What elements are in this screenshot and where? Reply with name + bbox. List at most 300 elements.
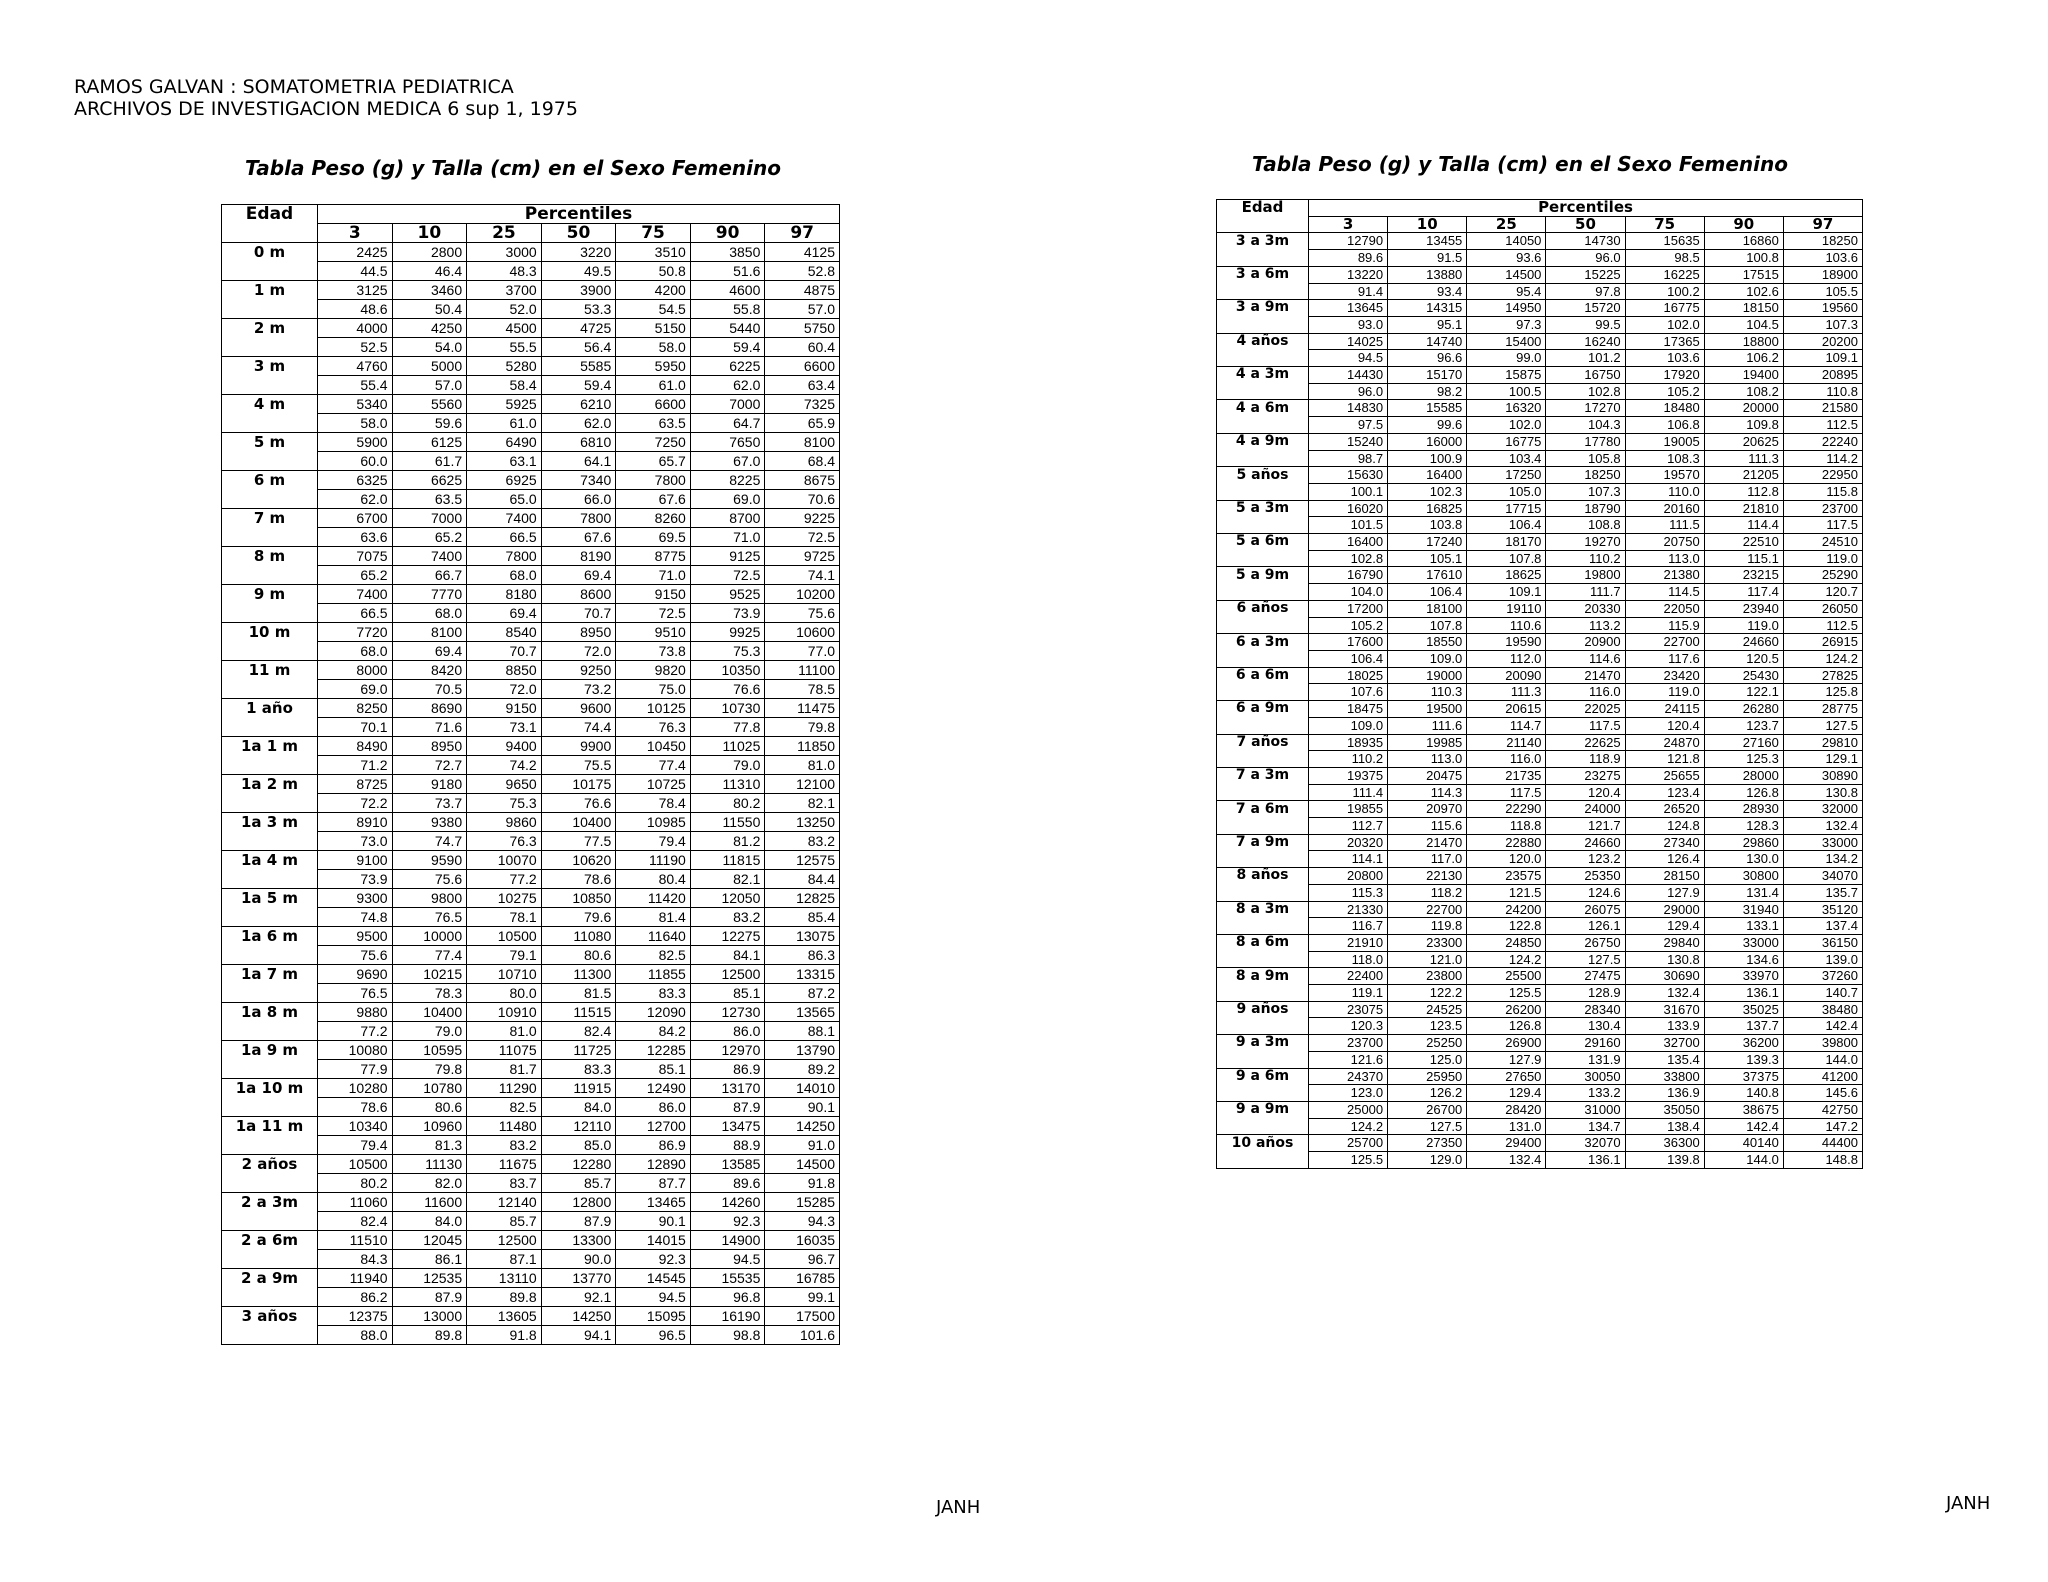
weight-cell: 8100 — [392, 623, 467, 642]
weight-cell: 14500 — [765, 1155, 840, 1174]
weight-cell: 3000 — [467, 243, 542, 262]
height-cell: 109.8 — [1704, 417, 1783, 434]
height-cell: 100.2 — [1625, 283, 1704, 300]
weight-cell: 15400 — [1467, 333, 1546, 350]
height-cell: 120.0 — [1467, 851, 1546, 868]
height-cell: 114.4 — [1704, 517, 1783, 534]
left-footer-initials: JANH — [936, 1497, 981, 1518]
weight-cell: 12275 — [690, 927, 765, 946]
age-label: 2 a 3m — [222, 1193, 318, 1212]
weight-cell: 21380 — [1625, 567, 1704, 584]
weight-cell: 4725 — [541, 319, 616, 338]
height-cell: 62.0 — [541, 414, 616, 433]
height-cell: 93.0 — [1309, 316, 1388, 333]
height-row — [222, 642, 840, 661]
weight-cell: 14740 — [1388, 333, 1467, 350]
weight-cell: 7720 — [318, 623, 393, 642]
height-cell: 86.9 — [690, 1060, 765, 1079]
percentile-25: 25 — [467, 224, 542, 243]
weight-cell: 9500 — [318, 927, 393, 946]
height-cell: 79.0 — [392, 1022, 467, 1041]
weight-cell: 16190 — [690, 1307, 765, 1326]
weight-row — [1217, 266, 1863, 283]
age-label: 5 a 6m — [1217, 534, 1309, 551]
height-cell: 77.8 — [690, 718, 765, 737]
height-cell: 121.6 — [1309, 1051, 1388, 1068]
weight-cell: 29810 — [1783, 734, 1862, 751]
weight-row — [1217, 1035, 1863, 1052]
height-cell: 85.7 — [541, 1174, 616, 1193]
height-cell: 133.1 — [1704, 918, 1783, 935]
weight-cell: 17200 — [1309, 600, 1388, 617]
weight-cell: 10000 — [392, 927, 467, 946]
weight-cell: 11855 — [616, 965, 691, 984]
height-cell: 89.8 — [467, 1288, 542, 1307]
height-cell: 46.4 — [392, 262, 467, 281]
weight-cell: 14250 — [541, 1307, 616, 1326]
weight-cell: 12800 — [541, 1193, 616, 1212]
weight-cell: 13475 — [690, 1117, 765, 1136]
weight-cell: 4000 — [318, 319, 393, 338]
age-spacer — [1217, 450, 1309, 467]
age-spacer — [222, 452, 318, 471]
age-spacer — [1217, 818, 1309, 835]
weight-cell: 18625 — [1467, 567, 1546, 584]
weight-cell: 16000 — [1388, 433, 1467, 450]
height-cell: 125.5 — [1467, 985, 1546, 1002]
weight-cell: 8490 — [318, 737, 393, 756]
weight-cell: 30050 — [1546, 1068, 1625, 1085]
height-cell: 86.9 — [616, 1136, 691, 1155]
height-cell: 84.0 — [541, 1098, 616, 1117]
weight-row — [222, 471, 840, 490]
age-spacer — [1217, 751, 1309, 768]
height-row — [222, 718, 840, 737]
weight-cell: 29000 — [1625, 901, 1704, 918]
weight-cell: 13455 — [1388, 233, 1467, 250]
height-cell: 94.3 — [765, 1212, 840, 1231]
weight-row — [222, 965, 840, 984]
height-cell: 139.8 — [1625, 1152, 1704, 1169]
height-cell: 76.3 — [616, 718, 691, 737]
weight-cell: 10200 — [765, 585, 840, 604]
age-spacer — [1217, 617, 1309, 634]
height-cell: 73.8 — [616, 642, 691, 661]
height-cell: 126.2 — [1388, 1085, 1467, 1102]
weight-cell: 8000 — [318, 661, 393, 680]
age-label: 2 a 9m — [222, 1269, 318, 1288]
height-row — [222, 338, 840, 357]
height-cell: 107.3 — [1546, 483, 1625, 500]
height-cell: 109.0 — [1388, 650, 1467, 667]
age-label: 7 años — [1217, 734, 1309, 751]
height-row — [222, 528, 840, 547]
weight-cell: 10595 — [392, 1041, 467, 1060]
height-cell: 81.0 — [765, 756, 840, 775]
height-cell: 105.2 — [1309, 617, 1388, 634]
weight-cell: 11075 — [467, 1041, 542, 1060]
height-row — [1217, 383, 1863, 400]
height-row — [222, 1288, 840, 1307]
percentiles-header: Percentiles — [318, 205, 840, 224]
age-label: 1a 2 m — [222, 775, 318, 794]
weight-cell: 35050 — [1625, 1101, 1704, 1118]
weight-row — [1217, 1068, 1863, 1085]
height-cell: 135.7 — [1783, 884, 1862, 901]
height-cell: 96.5 — [616, 1326, 691, 1345]
weight-cell: 5000 — [392, 357, 467, 376]
height-cell: 69.4 — [541, 566, 616, 585]
height-cell: 135.4 — [1625, 1051, 1704, 1068]
age-spacer — [1217, 918, 1309, 935]
height-cell: 105.0 — [1467, 483, 1546, 500]
weight-row — [222, 1155, 840, 1174]
height-cell: 147.2 — [1783, 1118, 1862, 1135]
weight-cell: 33000 — [1704, 934, 1783, 951]
right-table-title: Tabla Peso (g) y Talla (cm) en el Sexo Femenino — [1252, 152, 1788, 176]
height-row — [222, 376, 840, 395]
height-cell: 103.4 — [1467, 450, 1546, 467]
height-row — [1217, 985, 1863, 1002]
weight-cell: 18025 — [1309, 667, 1388, 684]
height-cell: 86.0 — [616, 1098, 691, 1117]
age-spacer — [222, 490, 318, 509]
weight-cell: 4500 — [467, 319, 542, 338]
weight-row — [222, 509, 840, 528]
height-cell: 82.0 — [392, 1174, 467, 1193]
age-label: 8 a 3m — [1217, 901, 1309, 918]
weight-cell: 11515 — [541, 1003, 616, 1022]
age-spacer — [222, 1136, 318, 1155]
weight-cell: 14010 — [765, 1079, 840, 1098]
weight-cell: 14025 — [1309, 333, 1388, 350]
age-spacer — [1217, 350, 1309, 367]
weight-cell: 9300 — [318, 889, 393, 908]
weight-cell: 41200 — [1783, 1068, 1862, 1085]
height-cell: 57.0 — [765, 300, 840, 319]
height-cell: 82.5 — [616, 946, 691, 965]
weight-cell: 5340 — [318, 395, 393, 414]
height-cell: 126.8 — [1704, 784, 1783, 801]
height-cell: 70.7 — [541, 604, 616, 623]
height-row — [1217, 417, 1863, 434]
weight-cell: 10350 — [690, 661, 765, 680]
weight-cell: 12280 — [541, 1155, 616, 1174]
weight-cell: 12490 — [616, 1079, 691, 1098]
height-row — [222, 490, 840, 509]
age-spacer — [222, 414, 318, 433]
height-cell: 96.7 — [765, 1250, 840, 1269]
height-cell: 114.3 — [1388, 784, 1467, 801]
age-label: 6 m — [222, 471, 318, 490]
weight-cell: 6125 — [392, 433, 467, 452]
height-cell: 99.6 — [1388, 417, 1467, 434]
height-cell: 76.6 — [541, 794, 616, 813]
weight-cell: 28420 — [1467, 1101, 1546, 1118]
height-cell: 116.0 — [1546, 684, 1625, 701]
weight-cell: 6600 — [765, 357, 840, 376]
weight-cell: 21735 — [1467, 767, 1546, 784]
height-cell: 92.1 — [541, 1288, 616, 1307]
weight-cell: 18250 — [1783, 233, 1862, 250]
height-cell: 111.3 — [1467, 684, 1546, 701]
height-cell: 120.4 — [1625, 717, 1704, 734]
weight-cell: 14315 — [1388, 300, 1467, 317]
weight-cell: 23275 — [1546, 767, 1625, 784]
age-spacer — [1217, 784, 1309, 801]
weight-row — [1217, 801, 1863, 818]
weight-cell: 22880 — [1467, 834, 1546, 851]
left-table-title: Tabla Peso (g) y Talla (cm) en el Sexo Femenino — [245, 156, 781, 180]
weight-row — [1217, 600, 1863, 617]
height-row — [222, 604, 840, 623]
age-label: 2 años — [222, 1155, 318, 1174]
weight-cell: 8950 — [392, 737, 467, 756]
height-cell: 125.0 — [1388, 1051, 1467, 1068]
weight-cell: 15585 — [1388, 400, 1467, 417]
height-cell: 117.6 — [1625, 650, 1704, 667]
height-cell: 106.8 — [1625, 417, 1704, 434]
weight-cell: 7340 — [541, 471, 616, 490]
weight-cell: 13645 — [1309, 300, 1388, 317]
height-cell: 94.5 — [616, 1288, 691, 1307]
height-cell: 129.4 — [1625, 918, 1704, 935]
weight-cell: 25290 — [1783, 567, 1862, 584]
weight-cell: 15720 — [1546, 300, 1625, 317]
weight-cell: 23700 — [1309, 1035, 1388, 1052]
height-cell: 78.3 — [392, 984, 467, 1003]
height-cell: 110.8 — [1783, 383, 1862, 400]
weight-cell: 10780 — [392, 1079, 467, 1098]
weight-cell: 19500 — [1388, 701, 1467, 718]
height-cell: 111.6 — [1388, 717, 1467, 734]
left-percentile-table — [221, 204, 840, 1345]
height-cell: 104.5 — [1704, 316, 1783, 333]
weight-cell: 19000 — [1388, 667, 1467, 684]
height-cell: 100.5 — [1467, 383, 1546, 400]
weight-cell: 8190 — [541, 547, 616, 566]
weight-cell: 16785 — [765, 1269, 840, 1288]
height-cell: 85.1 — [616, 1060, 691, 1079]
height-row — [222, 984, 840, 1003]
height-cell: 110.0 — [1625, 483, 1704, 500]
height-cell: 98.2 — [1388, 383, 1467, 400]
height-cell: 112.7 — [1309, 818, 1388, 835]
weight-cell: 13770 — [541, 1269, 616, 1288]
weight-cell: 21470 — [1388, 834, 1467, 851]
weight-cell: 22025 — [1546, 701, 1625, 718]
weight-cell: 4250 — [392, 319, 467, 338]
height-cell: 115.6 — [1388, 818, 1467, 835]
weight-cell: 12110 — [541, 1117, 616, 1136]
weight-cell: 13605 — [467, 1307, 542, 1326]
height-cell: 72.0 — [467, 680, 542, 699]
weight-cell: 11550 — [690, 813, 765, 832]
weight-cell: 23300 — [1388, 934, 1467, 951]
height-cell: 106.4 — [1467, 517, 1546, 534]
weight-row — [1217, 834, 1863, 851]
height-cell: 72.5 — [616, 604, 691, 623]
height-cell: 117.4 — [1704, 584, 1783, 601]
height-cell: 70.6 — [765, 490, 840, 509]
weight-cell: 13465 — [616, 1193, 691, 1212]
height-cell: 61.0 — [467, 414, 542, 433]
height-row — [222, 946, 840, 965]
height-cell: 75.6 — [392, 870, 467, 889]
height-cell: 99.0 — [1467, 350, 1546, 367]
height-cell: 65.9 — [765, 414, 840, 433]
height-cell: 121.0 — [1388, 951, 1467, 968]
height-cell: 71.2 — [318, 756, 393, 775]
height-cell: 100.1 — [1309, 483, 1388, 500]
weight-cell: 29400 — [1467, 1135, 1546, 1152]
weight-cell: 13000 — [392, 1307, 467, 1326]
weight-cell: 10910 — [467, 1003, 542, 1022]
weight-row — [1217, 934, 1863, 951]
percentile-50: 50 — [541, 224, 616, 243]
weight-cell: 10400 — [541, 813, 616, 832]
weight-cell: 31670 — [1625, 1001, 1704, 1018]
age-label: 6 a 6m — [1217, 667, 1309, 684]
height-cell: 125.8 — [1783, 684, 1862, 701]
weight-cell: 10960 — [392, 1117, 467, 1136]
height-cell: 132.4 — [1783, 818, 1862, 835]
weight-cell: 36200 — [1704, 1035, 1783, 1052]
height-cell: 65.7 — [616, 452, 691, 471]
height-cell: 98.5 — [1625, 250, 1704, 267]
height-cell: 79.1 — [467, 946, 542, 965]
weight-cell: 12140 — [467, 1193, 542, 1212]
weight-cell: 6925 — [467, 471, 542, 490]
height-cell: 69.0 — [690, 490, 765, 509]
weight-cell: 15225 — [1546, 266, 1625, 283]
weight-row — [1217, 734, 1863, 751]
weight-cell: 11940 — [318, 1269, 393, 1288]
height-cell: 117.5 — [1546, 717, 1625, 734]
weight-row — [1217, 667, 1863, 684]
height-cell: 92.3 — [616, 1250, 691, 1269]
age-spacer — [222, 1098, 318, 1117]
weight-cell: 25250 — [1388, 1035, 1467, 1052]
age-spacer — [222, 794, 318, 813]
height-cell: 56.4 — [541, 338, 616, 357]
height-cell: 102.3 — [1388, 483, 1467, 500]
weight-cell: 11915 — [541, 1079, 616, 1098]
height-cell: 67.6 — [616, 490, 691, 509]
weight-cell: 10125 — [616, 699, 691, 718]
height-cell: 110.3 — [1388, 684, 1467, 701]
height-cell: 117.5 — [1467, 784, 1546, 801]
weight-cell: 12730 — [690, 1003, 765, 1022]
weight-cell: 28000 — [1704, 767, 1783, 784]
height-cell: 142.4 — [1783, 1018, 1862, 1035]
height-cell: 63.1 — [467, 452, 542, 471]
height-cell: 76.3 — [467, 832, 542, 851]
age-label: 1a 8 m — [222, 1003, 318, 1022]
height-cell: 48.3 — [467, 262, 542, 281]
weight-cell: 17270 — [1546, 400, 1625, 417]
age-spacer — [222, 1022, 318, 1041]
weight-cell: 4600 — [690, 281, 765, 300]
percentile-header-row — [1217, 216, 1863, 233]
age-label: 9 a 6m — [1217, 1068, 1309, 1085]
height-cell: 126.8 — [1467, 1018, 1546, 1035]
height-row — [222, 1098, 840, 1117]
weight-cell: 17780 — [1546, 433, 1625, 450]
weight-row — [222, 1193, 840, 1212]
height-cell: 103.6 — [1625, 350, 1704, 367]
weight-cell: 18150 — [1704, 300, 1783, 317]
header-citation-line-2: ARCHIVOS DE INVESTIGACION MEDICA 6 sup 1, 1975 — [74, 98, 578, 120]
height-cell: 137.7 — [1704, 1018, 1783, 1035]
age-label: 5 a 3m — [1217, 500, 1309, 517]
weight-cell: 19400 — [1704, 367, 1783, 384]
height-cell: 73.7 — [392, 794, 467, 813]
weight-cell: 10620 — [541, 851, 616, 870]
percentile-97: 97 — [765, 224, 840, 243]
age-label: 5 años — [1217, 467, 1309, 484]
weight-row — [1217, 868, 1863, 885]
weight-cell: 8600 — [541, 585, 616, 604]
height-row — [222, 262, 840, 281]
height-cell: 71.0 — [690, 528, 765, 547]
age-spacer — [1217, 884, 1309, 901]
age-label: 9 a 9m — [1217, 1101, 1309, 1118]
weight-cell: 2425 — [318, 243, 393, 262]
height-cell: 90.0 — [541, 1250, 616, 1269]
weight-cell: 12970 — [690, 1041, 765, 1060]
weight-cell: 10070 — [467, 851, 542, 870]
height-cell: 69.4 — [467, 604, 542, 623]
weight-cell: 22130 — [1388, 868, 1467, 885]
weight-cell: 19110 — [1467, 600, 1546, 617]
height-cell: 52.0 — [467, 300, 542, 319]
weight-cell: 19560 — [1783, 300, 1862, 317]
height-cell: 131.0 — [1467, 1118, 1546, 1135]
height-cell: 76.5 — [318, 984, 393, 1003]
age-spacer — [222, 1250, 318, 1269]
weight-cell: 24660 — [1704, 634, 1783, 651]
weight-cell: 24870 — [1625, 734, 1704, 751]
height-cell: 101.6 — [765, 1326, 840, 1345]
height-cell: 106.4 — [1309, 650, 1388, 667]
height-row — [1217, 283, 1863, 300]
height-cell: 103.8 — [1388, 517, 1467, 534]
age-label: 1a 9 m — [222, 1041, 318, 1060]
weight-cell: 25655 — [1625, 767, 1704, 784]
height-cell: 91.8 — [467, 1326, 542, 1345]
height-cell: 102.0 — [1625, 316, 1704, 333]
age-spacer — [1217, 316, 1309, 333]
weight-cell: 16020 — [1309, 500, 1388, 517]
weight-cell: 19590 — [1467, 634, 1546, 651]
age-spacer — [1217, 1152, 1309, 1169]
age-spacer — [1217, 985, 1309, 1002]
age-spacer — [1217, 851, 1309, 868]
height-cell: 123.2 — [1546, 851, 1625, 868]
weight-cell: 11510 — [318, 1231, 393, 1250]
age-label: 9 años — [1217, 1001, 1309, 1018]
weight-cell: 10280 — [318, 1079, 393, 1098]
age-label: 3 a 3m — [1217, 233, 1309, 250]
weight-cell: 21205 — [1704, 467, 1783, 484]
weight-cell: 20200 — [1783, 333, 1862, 350]
height-cell: 77.9 — [318, 1060, 393, 1079]
height-row — [1217, 517, 1863, 534]
age-label: 5 m — [222, 433, 318, 452]
weight-cell: 16790 — [1309, 567, 1388, 584]
weight-cell: 13300 — [541, 1231, 616, 1250]
